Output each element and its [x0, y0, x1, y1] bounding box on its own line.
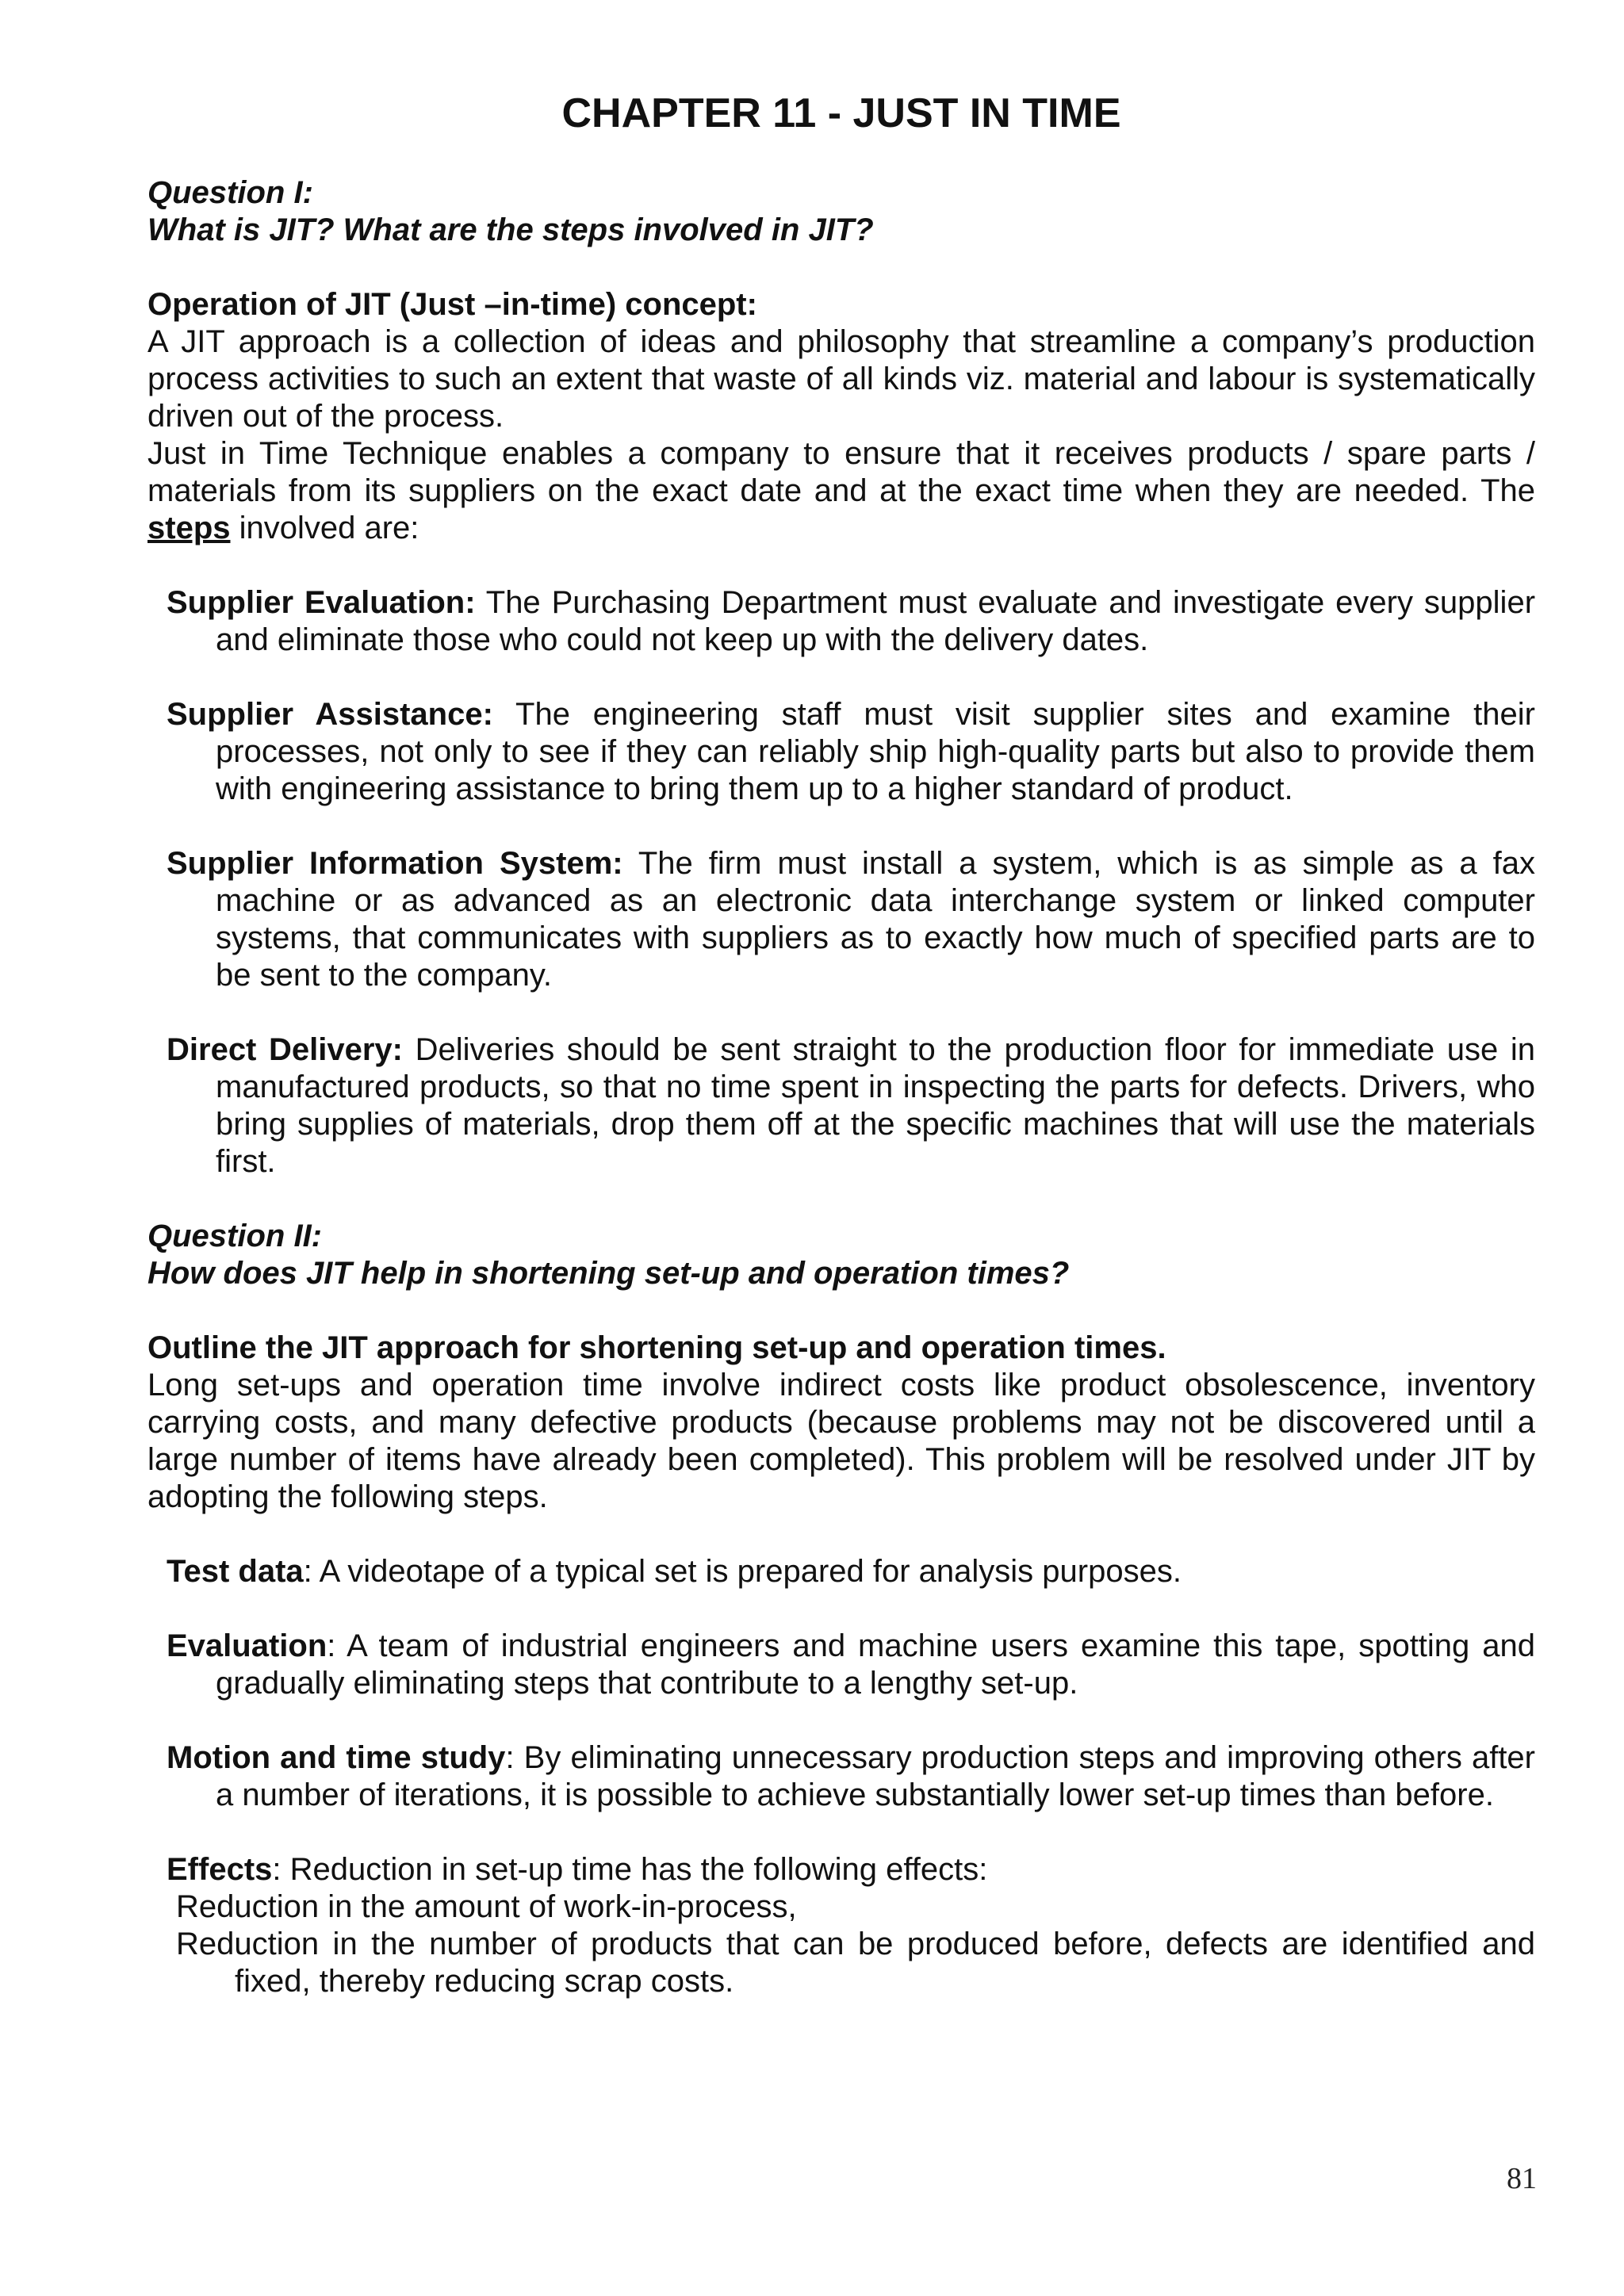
steps-word: steps — [147, 511, 231, 545]
document-page — [147, 89, 1535, 2000]
paragraph-jit-technique-end: involved are: — [230, 511, 419, 545]
list-item-direct-delivery — [167, 1031, 1535, 1181]
item-term: Direct Delivery: — [167, 1032, 403, 1067]
item-text: : A videotape of a typical set is prepared for analysis purposes. — [303, 1554, 1182, 1589]
list-item-evaluation — [167, 1628, 1535, 1702]
question-2-text: How does JIT help in shortening set-up and operation times? — [147, 1256, 1070, 1291]
item-term: Supplier Evaluation: — [167, 585, 476, 620]
item-text: Deliveries should be sent straight to the production floor for immediate use in manufactured products, so that no time spent in inspecting the parts for defects. Drivers, who bring supplies of materials, drop them off at the specific machines that will use the materials first. — [216, 1032, 1536, 1179]
paragraph-jit-technique-start: Just in Time Technique enables a company to ensure that it receives products / spare parts / materials from its suppliers on the exact date and at the exact time when they are needed. The — [147, 436, 1535, 508]
item-text: : A team of industrial engineers and machine users examine this tape, spotting and gradually eliminating steps that contribute to a lengthy set-up. — [216, 1628, 1535, 1701]
question-2-label: Question II: — [147, 1219, 322, 1253]
effects-text: : Reduction in set-up time has the following effects: — [272, 1852, 988, 1887]
paragraph-long-setups: Long set-ups and operation time involve indirect costs like product obsolescence, inventory carrying costs, and many defective products (because problems may not be discovered until a large number of items have already been completed). This problem will be resolved under JIT by adopting the following steps. — [147, 1368, 1535, 1514]
effects-heading — [167, 1851, 1535, 1888]
list-item-supplier-information-system — [167, 845, 1535, 994]
item-text: The Purchasing Department must evaluate and investigate every supplier and eliminate those who could not keep up with the delivery dates. — [216, 585, 1536, 657]
question-1-text: What is JIT? What are the steps involved in JIT? — [147, 212, 874, 247]
question-1-label: Question I: — [147, 175, 313, 210]
item-text: : By eliminating unnecessary production steps and improving others after a number of iterations, it is possible to achieve substantially lower set-up times than before. — [216, 1740, 1535, 1812]
item-term: Evaluation — [167, 1628, 327, 1663]
section-heading-outline-jit-approach: Outline the JIT approach for shortening set-up and operation times. — [147, 1330, 1166, 1365]
item-text: The engineering staff must visit supplier sites and examine their processes, not only to see if they can reliably ship high-quality parts but also to provide them with engineering assistance to bring them up to a higher standard of product. — [216, 697, 1535, 806]
paragraph-jit-technique — [147, 435, 1535, 547]
item-text: The firm must install a system, which is as simple as a fax machine or as advanced as an electronic data interchange system or linked computer systems, that communicates with suppliers as to exactly how much of specified parts are to be sent to the company. — [216, 846, 1535, 993]
list-item-supplier-assistance — [167, 696, 1535, 808]
item-term: Motion and time study — [167, 1740, 506, 1775]
effects-term: Effects — [167, 1852, 273, 1887]
list-item-supplier-evaluation — [167, 584, 1535, 659]
list-item-test-data — [167, 1553, 1535, 1590]
effect-item: Reduction in the amount of work-in-process, — [176, 1889, 797, 1924]
section-heading-operation-of-jit: Operation of JIT (Just –in-time) concept: — [147, 287, 757, 322]
item-term: Supplier Information System: — [167, 846, 623, 881]
effect-item: Reduction in the number of products that can be produced before, defects are identified and fixed, thereby reducing scrap costs. — [176, 1927, 1535, 1999]
paragraph-jit-approach: A JIT approach is a collection of ideas and philosophy that streamline a company’s production process activities to such an extent that waste of all kinds viz. material and labour is systematically driven out of the process. — [147, 324, 1535, 434]
item-term: Supplier Assistance: — [167, 697, 493, 732]
item-term: Test data — [167, 1554, 304, 1589]
chapter-title: CHAPTER 11 - JUST IN TIME — [561, 90, 1121, 136]
list-item-motion-and-time-study — [167, 1739, 1535, 1814]
page-number: 81 — [1507, 2162, 1537, 2195]
